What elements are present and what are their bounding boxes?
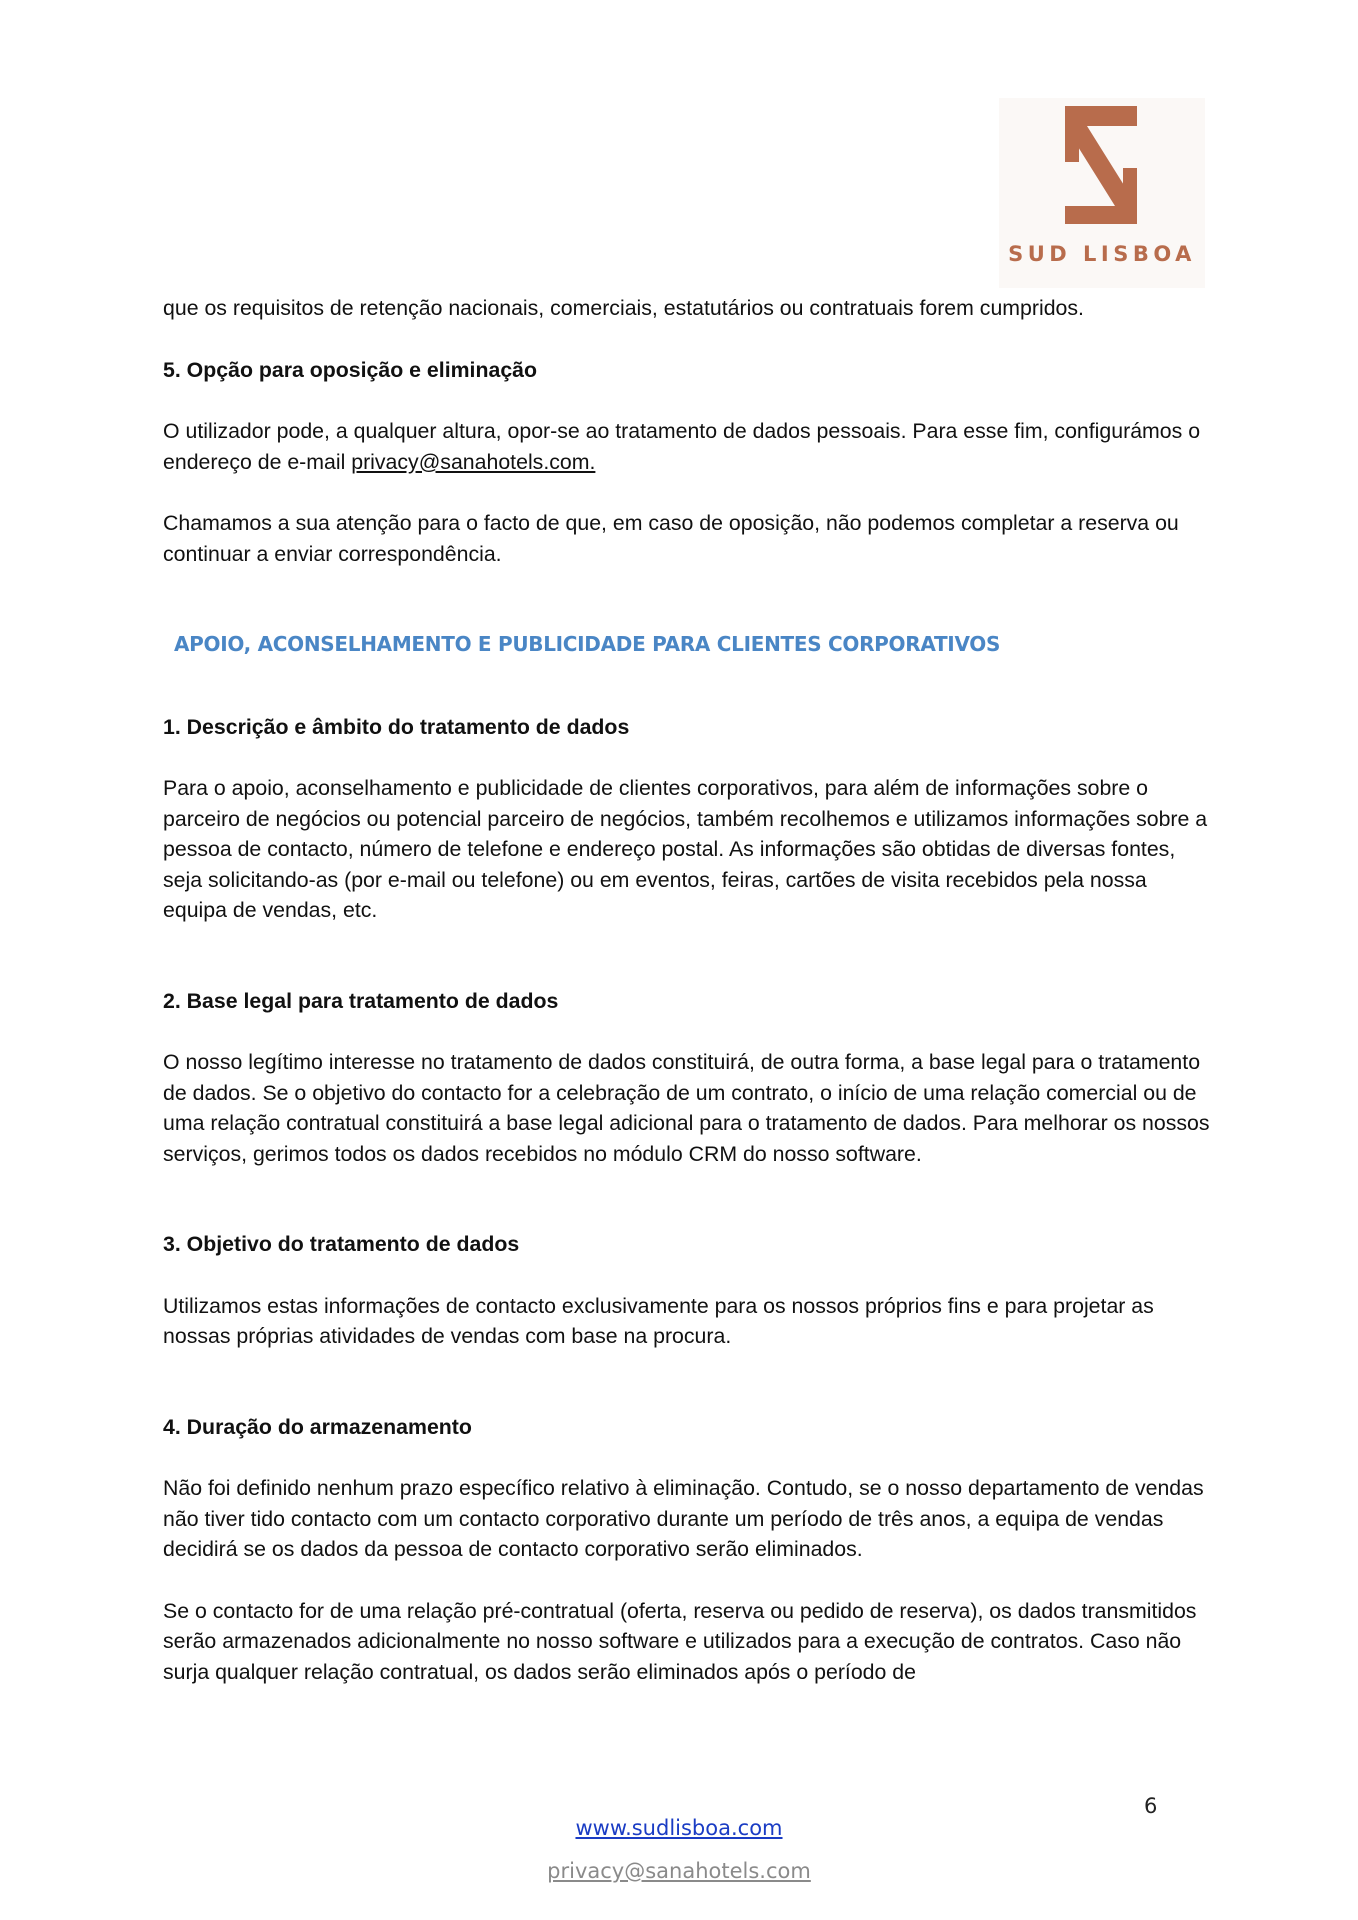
section-title: APOIO, ACONSELHAMENTO E PUBLICIDADE PARA CLIENTES CORPORATIVOS [174,632,1001,656]
corporate-4-paragraph-2: Se o contacto for de uma relação pré-contratual (oferta, reserva ou pedido de reserva), os dados transmitidos serão armazenados adicionalmente no nosso software e utilizados para a execução de contratos. Caso não surja qualquer relação contratual, os dados serão eliminados após o período de [163,1598,1197,1684]
section-5-paragraph-1 [163,416,1213,477]
corporate-4-heading: 4. Duração do armazenamento [163,1414,472,1439]
logo-brand-text: SUD LISBOA [1008,242,1196,266]
corporate-4-paragraph-1: Não foi definido nenhum prazo específico relativo à eliminação. Contudo, se o nosso departamento de vendas não tiver tido contacto com um contacto corporativo durante um período de três anos, a equipa de vendas decidirá se os dados da pessoa de contacto corporativo serão eliminados. [163,1476,1204,1561]
document-body [163,293,1213,1687]
corporate-2-heading: 2. Base legal para tratamento de dados [163,988,559,1013]
section-5-paragraph-2: Chamamos a sua atenção para o facto de que, em caso de oposição, não podemos completar a reserva ou continuar a enviar correspondência. [163,511,1179,566]
page-number: 6 [1144,1794,1158,1818]
website-link[interactable]: www.sudlisboa.com [575,1816,783,1840]
sud-lisboa-logo [999,98,1205,288]
corporate-3-paragraph: Utilizamos estas informações de contacto exclusivamente para os nossos próprios fins e para projetar as nossas próprias atividades de vendas com base na procura. [163,1293,1154,1348]
s-monogram-icon [1051,102,1151,228]
intro-line: que os requisitos de retenção nacionais, comerciais, estatutários ou contratuais forem cumpridos. [163,296,1084,320]
corporate-1-heading: 1. Descrição e âmbito do tratamento de dados [163,714,630,739]
section-5-paragraph-1-text: O utilizador pode, a qualquer altura, opor-se ao tratamento de dados pessoais. Para esse fim, configurámos o endereço de e-mail [163,419,1201,474]
footer-website [0,1816,1358,1840]
footer-email-link[interactable]: privacy@sanahotels.com [547,1859,811,1883]
corporate-2-paragraph: O nosso legítimo interesse no tratamento de dados constituirá, de outra forma, a base legal para o tratamento de dados. Se o objetivo do contacto for a celebração de um contrato, o início de uma relação comercial ou de uma relação contratual constituirá a base legal adicional para o tratamento de dados. Para melhorar os nossos serviços, gerimos todos os dados recebidos no módulo CRM do nosso software. [163,1050,1210,1166]
corporate-1-paragraph: Para o apoio, aconselhamento e publicidade de clientes corporativos, para além de informações sobre o parceiro de negócios ou potencial parceiro de negócios, também recolhemos e utilizamos informações sobre a pessoa de contacto, número de telefone e endereço postal. As informações são obtidas de diversas fontes, seja solicitando-as (por e-mail ou telefone) ou em eventos, feiras, cartões de visita recebidos pela nossa equipa de vendas, etc. [163,776,1208,922]
section-5-heading: 5. Opção para oposição e eliminação [163,357,538,382]
corporate-3-heading: 3. Objetivo do tratamento de dados [163,1232,520,1256]
privacy-email-link[interactable]: privacy@sanahotels.com. [351,449,596,474]
